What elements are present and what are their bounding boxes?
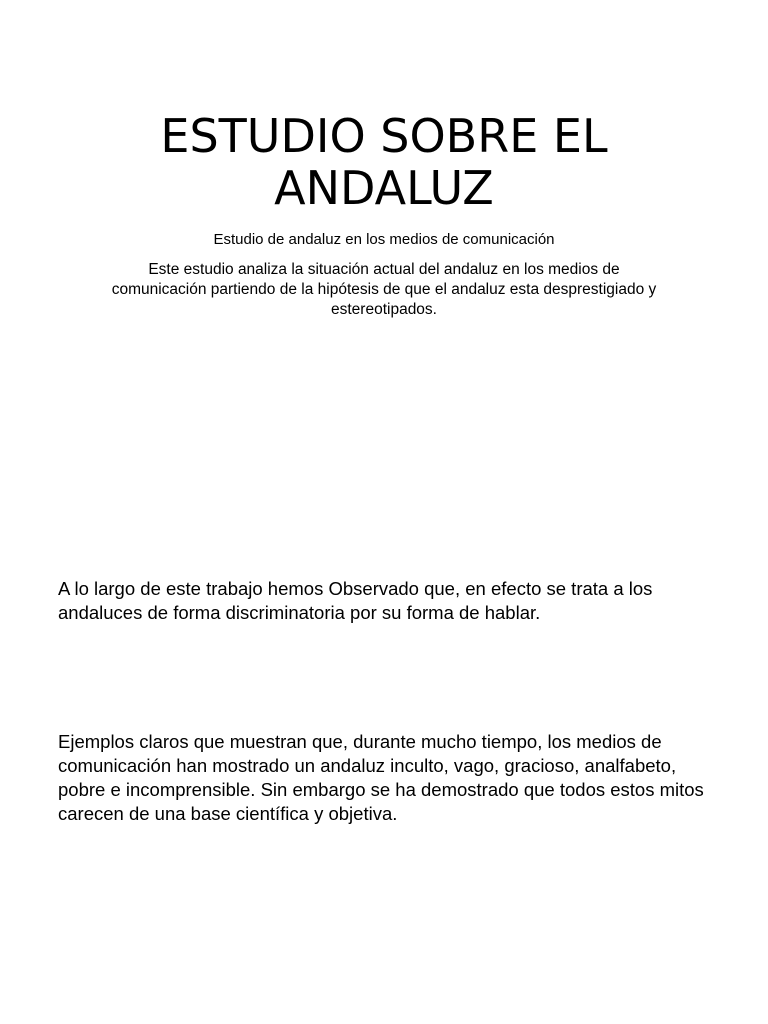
document-title: ESTUDIO SOBRE EL ANDALUZ <box>160 109 608 215</box>
body-paragraph-2: Ejemplos claros que muestran que, durante mucho tiempo, los medios de comunicación han mostrado un andaluz inculto, vago, gracioso, analfabeto, pobre e incomprensible. Sin embargo se ha demostrado que todos estos mitos carecen de una base científica y objetiva. <box>58 731 704 824</box>
document-abstract: Este estudio analiza la situación actual del andaluz en los medios de comunicación partiendo de la hipótesis de que el andaluz esta desprestigiado y estereotipados. <box>111 261 657 318</box>
document-subtitle: Estudio de andaluz en los medios de comunicación <box>213 231 555 248</box>
body-paragraph-1: A lo largo de este trabajo hemos Observado que, en efecto se trata a los andaluces de forma discriminatoria por su forma de hablar. <box>58 578 653 623</box>
